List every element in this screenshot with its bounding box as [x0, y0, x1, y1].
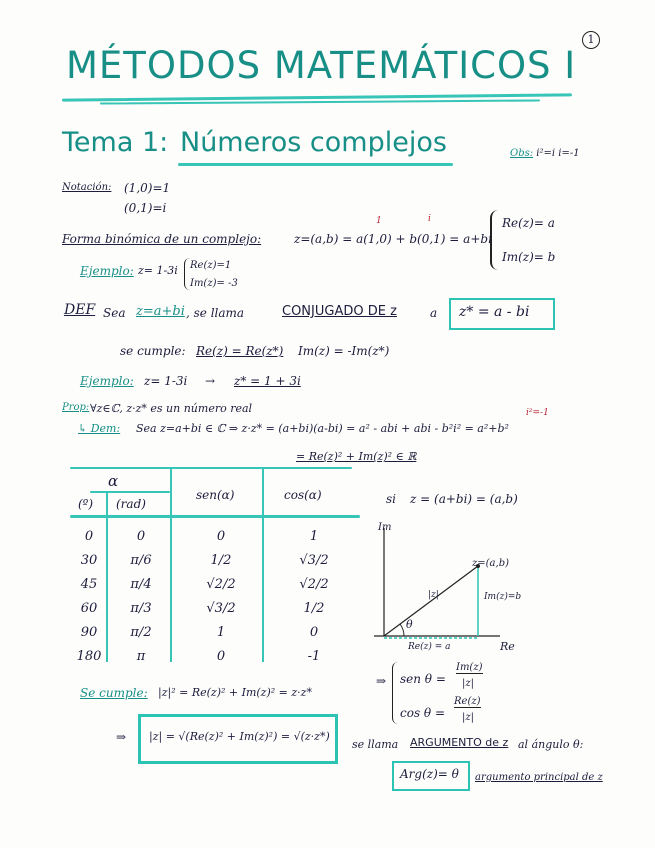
table-cell: 0 — [84, 528, 94, 544]
def-cumple: se cumple: — [120, 344, 186, 358]
binomial-above-i: i — [428, 214, 431, 224]
table-row — [70, 620, 360, 644]
page-number: 1 — [582, 31, 600, 49]
table-cell: 1 — [309, 528, 319, 544]
example2-conjugate: z* = 1 + 3i — [234, 374, 301, 388]
arg-boxed: Arg(z)= θ — [392, 761, 470, 791]
table-cell: 1/2 — [303, 600, 325, 616]
table-header-line — [70, 515, 360, 518]
topic-underline — [178, 163, 453, 166]
example2-label: Ejemplo: — [80, 374, 134, 388]
def-text2: , se llama — [186, 306, 245, 320]
graph-point-label: z=(a,b) — [472, 558, 509, 569]
def-label: DEF — [64, 302, 96, 318]
table-cell: √2/2 — [206, 576, 236, 592]
graph-z-eq: z = (a+bi) = (a,b) — [410, 492, 518, 506]
trig-arrow: ⇒ — [376, 674, 387, 688]
cumple-label: Se cumple: — [80, 686, 148, 700]
example1-z: z= 1-3i — [138, 264, 178, 277]
example2-arrow: → — [205, 374, 216, 388]
example1-re: Re(z)=1 — [190, 260, 232, 271]
table-cell: 0 — [216, 528, 226, 544]
notation-line1: (1,0)=1 — [124, 181, 171, 195]
trig-brace — [392, 662, 399, 724]
table-cell: 90 — [80, 624, 98, 640]
table-row — [70, 644, 360, 668]
graph-re-label: Re(z) = a — [408, 642, 451, 652]
trig-cos: cos θ = — [400, 706, 446, 720]
table-cell: √2/2 — [299, 576, 329, 592]
prop-note: i²=-1 — [526, 408, 549, 418]
table-cell: π/3 — [130, 600, 152, 616]
obs-note: Obs: i²=i i=-1 — [510, 148, 580, 159]
table-header-deg: (º) — [78, 497, 94, 511]
table-header-rad: (rad) — [116, 497, 146, 511]
table-cell: √3/2 — [299, 552, 329, 568]
table-cell: 0 — [136, 528, 146, 544]
def-z: z=a+bi — [136, 304, 185, 319]
modulus-vector — [384, 566, 478, 636]
arg-desc: argumento principal de z — [475, 772, 603, 783]
table-cell: π/2 — [130, 624, 152, 640]
trig-table — [70, 524, 360, 668]
graph-im-label: Im(z)=b — [484, 592, 522, 602]
table-cell: 180 — [76, 648, 102, 664]
graph-modulus: |z| — [428, 590, 439, 600]
table-mid-line — [90, 491, 170, 493]
topic-label: Tema 1: — [62, 127, 169, 158]
graph-si: si — [386, 492, 396, 506]
binomial-brace — [490, 210, 502, 270]
table-row — [70, 548, 360, 572]
binomial-label: Forma binómica de un complejo: — [62, 232, 262, 246]
def-conjugate: CONJUGADO DE z — [282, 304, 397, 319]
def-text3: a — [430, 306, 438, 320]
def-text1: Sea — [103, 306, 126, 320]
table-cell: π/4 — [130, 576, 152, 592]
table-cell: 60 — [80, 600, 98, 616]
table-alpha: α — [108, 472, 119, 490]
binomial-re: Re(z)= a — [502, 216, 555, 230]
notation-label: Notación: — [62, 182, 112, 193]
arg-name: ARGUMENTO de z — [410, 736, 509, 749]
table-header-cos: cos(α) — [284, 488, 322, 502]
table-header-sen: sen(α) — [196, 488, 235, 502]
notation-line2: (0,1)=i — [124, 201, 167, 215]
table-cell: -1 — [307, 648, 321, 664]
def-relation-im: Im(z) = -Im(z*) — [298, 344, 390, 358]
trig-sen-den: |z| — [462, 678, 475, 689]
table-cell: 1 — [216, 624, 226, 640]
cumple-formula: |z|² = Re(z)² + Im(z)² = z·z* — [158, 686, 312, 699]
graph-theta: θ — [406, 618, 413, 631]
trig-sen-num: Im(z) — [456, 662, 483, 673]
topic-name: Números complejos — [180, 127, 447, 158]
arg-text1: se llama — [352, 738, 399, 751]
prop-line2: = Re(z)² + Im(z)² ∈ ℝ — [296, 450, 417, 463]
example1-label: Ejemplo: — [80, 264, 134, 278]
modulus-boxed-formula: |z| = √(Re(z)² + Im(z)²) = √(z·z*) — [138, 714, 338, 764]
theta-arc — [400, 624, 404, 636]
prop-text: ∀z∈ℂ, z·z* es un número real — [90, 402, 253, 415]
table-cell: π — [136, 648, 146, 664]
table-top-line — [70, 467, 352, 469]
graph-re-axis: Re — [500, 640, 515, 653]
table-cell: 30 — [80, 552, 98, 568]
table-row — [70, 572, 360, 596]
table-cell: 0 — [309, 624, 319, 640]
prop-dem-label: ↳ Dem: — [78, 422, 121, 435]
example2-z: z= 1-3i — [144, 374, 188, 388]
trig-cos-den: |z| — [462, 712, 475, 723]
def-boxed-result: z* = a - bi — [449, 298, 555, 330]
graph-im-axis: Im — [378, 522, 392, 533]
def-relation-re: Re(z) = Re(z*) — [196, 344, 284, 358]
binomial-im: Im(z)= b — [502, 250, 556, 264]
prop-dem-text: Sea z=a+bi ∈ ℂ ⇒ z·z* = (a+bi)(a-bi) = a² - abi + abi - b²i² = a²+b² — [136, 422, 509, 435]
complex-plane-diagram — [360, 518, 560, 658]
example1-im: Im(z)= -3 — [190, 278, 238, 289]
arg-text2: al ángulo θ: — [518, 738, 584, 751]
table-cell: 45 — [80, 576, 98, 592]
binomial-formula: z=(a,b) = a(1,0) + b(0,1) = a+bi — [294, 232, 492, 246]
table-cell: π/6 — [130, 552, 152, 568]
trig-sen: sen θ = — [400, 672, 446, 686]
prop-label: Prop: — [62, 402, 90, 413]
binomial-above-1: 1 — [376, 216, 382, 226]
table-cell: 0 — [216, 648, 226, 664]
table-row — [70, 596, 360, 620]
table-row — [70, 524, 360, 548]
trig-cos-num: Re(z) — [454, 696, 481, 707]
cumple-arrow: ⇒ — [116, 730, 127, 744]
table-cell: √3/2 — [206, 600, 236, 616]
page-title: MÉTODOS MATEMÁTICOS I — [66, 44, 577, 87]
table-cell: 1/2 — [210, 552, 232, 568]
